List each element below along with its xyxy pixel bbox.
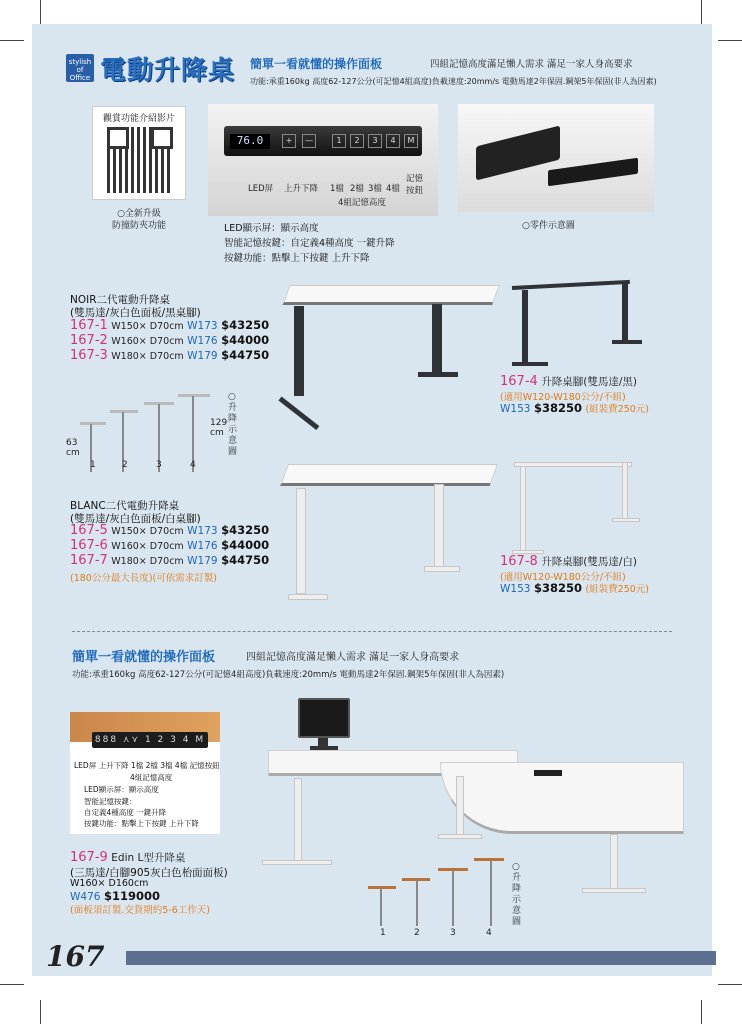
product-code: 167-3 bbox=[70, 348, 108, 363]
product-w-code: W153 bbox=[500, 583, 531, 595]
l-desk-foot bbox=[262, 860, 332, 865]
product-dimensions: W160× D70cm bbox=[111, 336, 184, 347]
product-price: $38250 bbox=[533, 401, 582, 415]
panel-key: + bbox=[282, 134, 296, 148]
black-frame-foot bbox=[512, 362, 548, 366]
product-dimensions: W180× D70cm bbox=[111, 556, 184, 567]
panel-display: 76.0 bbox=[230, 134, 270, 149]
ill-high-unit: cm bbox=[210, 428, 224, 438]
product-name: 升降桌腳(雙馬達/黑) bbox=[541, 376, 638, 388]
header-subtitle: 簡單一看就懂的操作面板 bbox=[250, 57, 383, 71]
handset-controller bbox=[548, 158, 638, 187]
panel2-labels: LED屏 上升下降 1檔 2檔 3檔 4檔 記憶按鈕 bbox=[74, 761, 220, 770]
product-code: 167-5 bbox=[70, 523, 108, 538]
product-row bbox=[70, 538, 269, 553]
qr-caption-line1: ○全新升級 bbox=[117, 209, 161, 219]
qr-caption bbox=[92, 208, 186, 232]
panel2-desc-4: 按鍵功能：點擊上下按鍵 上升下降 bbox=[84, 819, 199, 828]
crop-mark bbox=[40, 0, 41, 24]
white-frame-beam bbox=[514, 462, 632, 467]
ill2-step-num: 4 bbox=[486, 928, 492, 938]
crop-mark bbox=[40, 1000, 41, 1024]
ill2-leg-1 bbox=[380, 888, 382, 926]
l-desk-top-return bbox=[440, 762, 684, 834]
ill2-desk-4 bbox=[474, 858, 504, 861]
panel-label-memory: 記憶 bbox=[406, 174, 424, 184]
panel-label-1: 1檔 bbox=[330, 184, 344, 194]
panel-key: 3 bbox=[368, 134, 382, 148]
product-price: $38250 bbox=[533, 581, 582, 595]
crop-mark bbox=[718, 984, 742, 985]
monitor-icon bbox=[298, 698, 350, 738]
panel2-label-mem: 4組記憶高度 bbox=[130, 773, 173, 782]
product-code: 167-9 bbox=[70, 850, 108, 865]
panel2-desc-3: 自定義4種高度 一鍵升降 bbox=[84, 808, 167, 817]
frame-black-row bbox=[500, 374, 637, 389]
ill-high-label: 129 bbox=[210, 418, 228, 428]
product-dimensions: W180× D70cm bbox=[111, 351, 184, 362]
assembly-fee: (組裝費250元) bbox=[585, 584, 649, 595]
product-dimensions: W150× D70cm bbox=[111, 321, 184, 332]
product-code: 167-4 bbox=[500, 374, 538, 389]
product-price: $119000 bbox=[103, 889, 160, 903]
page-number: 167 bbox=[46, 940, 105, 973]
ill2-side-note: ○升降示意圖 bbox=[512, 862, 522, 927]
noir-desk-leg bbox=[432, 304, 442, 374]
white-frame-leg bbox=[520, 466, 526, 552]
ill2-step-num: 2 bbox=[414, 928, 420, 938]
panel-label-4mem: 4組記憶高度 bbox=[338, 198, 386, 208]
edin-row bbox=[70, 850, 185, 865]
product-price: $43250 bbox=[221, 523, 270, 537]
panel-label-4: 4檔 bbox=[386, 184, 400, 194]
ill2-step-num: 3 bbox=[450, 928, 456, 938]
frame-white-row bbox=[500, 554, 637, 569]
product-dimensions: W150× D70cm bbox=[111, 526, 184, 537]
white-frame-leg bbox=[622, 462, 628, 520]
panel-key: 1 bbox=[332, 134, 346, 148]
ill-step-num: 3 bbox=[156, 460, 162, 470]
header-subtitle-2: 四組記憶高度滿足懶人需求 滿足一家人身高要求 bbox=[430, 59, 633, 70]
blanc-desk-foot bbox=[424, 566, 460, 572]
black-frame-foot bbox=[612, 340, 642, 344]
frame-white-price-row bbox=[500, 581, 649, 595]
panel-key: M bbox=[404, 134, 418, 148]
product-w-code: W173 bbox=[187, 525, 218, 537]
ill2-leg-2 bbox=[416, 880, 418, 926]
section2-subtitle: 四組記憶高度滿足懶人需求 滿足一家人身高要求 bbox=[246, 652, 460, 663]
ill-desk-2 bbox=[110, 410, 138, 413]
product-w-code: W176 bbox=[187, 540, 218, 552]
product-w-code: W153 bbox=[500, 403, 531, 415]
noir-desk-leg bbox=[294, 306, 304, 396]
page-footer-bar bbox=[126, 951, 716, 965]
product-row bbox=[70, 333, 269, 348]
blanc-note: (180公分最大長度)(可依需求訂製) bbox=[70, 573, 217, 584]
panel2-controller: 888 ⋏⋎ 1 2 3 4 M bbox=[92, 732, 208, 748]
product-row bbox=[70, 553, 269, 568]
panel-label-3: 3檔 bbox=[368, 184, 382, 194]
panel-label-updown: 上升下降 bbox=[284, 184, 319, 194]
crop-mark bbox=[0, 40, 24, 41]
edin-note: (面板須訂製.交貨期約5-6工作天) bbox=[70, 905, 210, 916]
blanc-name: BLANC二代電動升降桌 bbox=[70, 500, 180, 512]
product-row bbox=[70, 523, 269, 538]
qr-code-icon bbox=[107, 127, 173, 193]
frame-black-price-row bbox=[500, 401, 649, 415]
control-panel-photo-2 bbox=[70, 712, 220, 834]
black-frame-leg bbox=[522, 290, 528, 362]
qr-title: 觀賞功能介紹影片 bbox=[102, 114, 175, 124]
ill2-step-num: 1 bbox=[380, 928, 386, 938]
product-price: $43250 bbox=[221, 318, 270, 332]
qr-card[interactable] bbox=[92, 106, 186, 200]
l-desk-foot bbox=[438, 834, 482, 839]
product-code: 167-1 bbox=[70, 318, 108, 333]
panel-label-button: 按鈕 bbox=[406, 186, 424, 196]
ill-low-unit: cm bbox=[66, 448, 80, 458]
qr-caption-line2: 防撞防夾功能 bbox=[111, 221, 166, 231]
ill-step-num: 4 bbox=[190, 460, 196, 470]
ill-step-num: 1 bbox=[90, 460, 96, 470]
page-title: 電動升降桌 bbox=[100, 56, 236, 86]
parts-caption: ○零件示意圖 bbox=[522, 221, 575, 231]
product-price: $44750 bbox=[221, 348, 270, 362]
section2-title: 簡單一看就懂的操作面板 bbox=[72, 650, 216, 665]
ill2-desk-1 bbox=[368, 886, 396, 889]
noir-subname: (雙馬達/灰白色面板/黑桌腳) bbox=[70, 307, 201, 319]
edin-price-row bbox=[70, 889, 160, 903]
l-desk-controller bbox=[534, 770, 562, 776]
product-code: 167-2 bbox=[70, 333, 108, 348]
panel-desc-2: 智能記憶按鍵：自定義4種高度 一鍵升降 bbox=[224, 238, 395, 249]
product-row bbox=[70, 318, 269, 333]
blanc-subname: (雙馬達/灰白色面板/白桌腳) bbox=[70, 513, 201, 525]
l-desk-leg bbox=[294, 778, 302, 862]
product-code: 167-7 bbox=[70, 553, 108, 568]
crop-mark bbox=[701, 1000, 702, 1024]
ill2-leg-3 bbox=[452, 870, 454, 926]
black-frame-leg bbox=[622, 284, 628, 340]
panel-key: 4 bbox=[386, 134, 400, 148]
section2-spec: 功能:承重160kg 高度62-127公分(可記憶4組高度)負載速度:20mm/s 電動馬達2年保固.鋼架5年保固(非人為因素) bbox=[72, 670, 505, 680]
l-desk-foot bbox=[582, 888, 646, 893]
crop-mark bbox=[701, 0, 702, 24]
panel-desc-1: LED顯示屏：顯示高度 bbox=[224, 223, 319, 234]
brand-logo: stylish of Office bbox=[66, 54, 94, 82]
ill-low-label: 63 bbox=[66, 438, 78, 448]
assembly-fee: (組裝費250元) bbox=[585, 404, 649, 415]
product-dimensions: W160× D70cm bbox=[111, 541, 184, 552]
panel2-desc-2: 智能記憶按鍵： bbox=[84, 797, 137, 806]
product-w-code: W476 bbox=[70, 891, 101, 903]
crop-mark bbox=[0, 984, 24, 985]
control-panel-photo bbox=[208, 104, 438, 216]
panel-label-2: 2檔 bbox=[350, 184, 364, 194]
blanc-desk-foot bbox=[288, 594, 328, 600]
product-row bbox=[70, 348, 269, 363]
height-illustration-2 bbox=[366, 856, 516, 926]
ill2-leg-4 bbox=[490, 860, 492, 926]
noir-desk-foot bbox=[418, 372, 458, 377]
blanc-desk-leg bbox=[434, 484, 444, 568]
product-w-code: W179 bbox=[187, 555, 218, 567]
noir-name: NOIR二代電動升降桌 bbox=[70, 294, 171, 306]
panel-label-led: LED屏 bbox=[248, 184, 274, 194]
product-price: $44000 bbox=[221, 538, 270, 552]
ill-desk-1 bbox=[80, 422, 106, 425]
panel-key: 2 bbox=[350, 134, 364, 148]
product-w-code: W179 bbox=[187, 350, 218, 362]
white-frame-foot bbox=[612, 518, 640, 522]
panel-key: — bbox=[302, 134, 316, 148]
blanc-desk-top bbox=[280, 464, 498, 486]
product-w-code: W176 bbox=[187, 335, 218, 347]
l-desk-leg bbox=[610, 834, 618, 890]
product-code: 167-8 bbox=[500, 554, 538, 569]
panel2-desc-1: LED顯示屏：顯示高度 bbox=[84, 785, 159, 794]
header-spec: 功能:承重160kg 高度62-127公分(可記憶4組高度)負載速度:20mm/s 電動馬達2年保固.鋼架5年保固(非人為因素) bbox=[250, 77, 657, 86]
crop-mark bbox=[718, 40, 742, 41]
product-name: 升降桌腳(雙馬達/白) bbox=[541, 556, 638, 568]
product-price: $44750 bbox=[221, 553, 270, 567]
noir-desk-top bbox=[282, 285, 499, 305]
blanc-desk-leg bbox=[296, 488, 306, 594]
frame-white-fit: (適用W120-W180公分/不組) bbox=[500, 572, 626, 583]
ill-step-num: 2 bbox=[122, 460, 128, 470]
parts-photo bbox=[458, 104, 654, 212]
section-divider bbox=[72, 631, 672, 632]
l-desk-leg bbox=[456, 776, 464, 838]
edin-subname: (三馬達/白腳905灰白色枱面面板) bbox=[70, 867, 228, 879]
panel-desc-3: 按鍵功能：點擊上下按鍵 上升下降 bbox=[224, 253, 370, 264]
product-name: Edin L型升降桌 bbox=[111, 852, 186, 864]
product-w-code: W173 bbox=[187, 320, 218, 332]
product-code: 167-6 bbox=[70, 538, 108, 553]
ill-side-note: ○升降示意圖 bbox=[228, 392, 238, 457]
edin-dimensions: W160× D160cm bbox=[70, 878, 149, 889]
ill-desk-4 bbox=[178, 394, 210, 397]
product-price: $44000 bbox=[221, 333, 270, 347]
frame-black-fit: (適用W120-W180公分/不組) bbox=[500, 392, 626, 403]
